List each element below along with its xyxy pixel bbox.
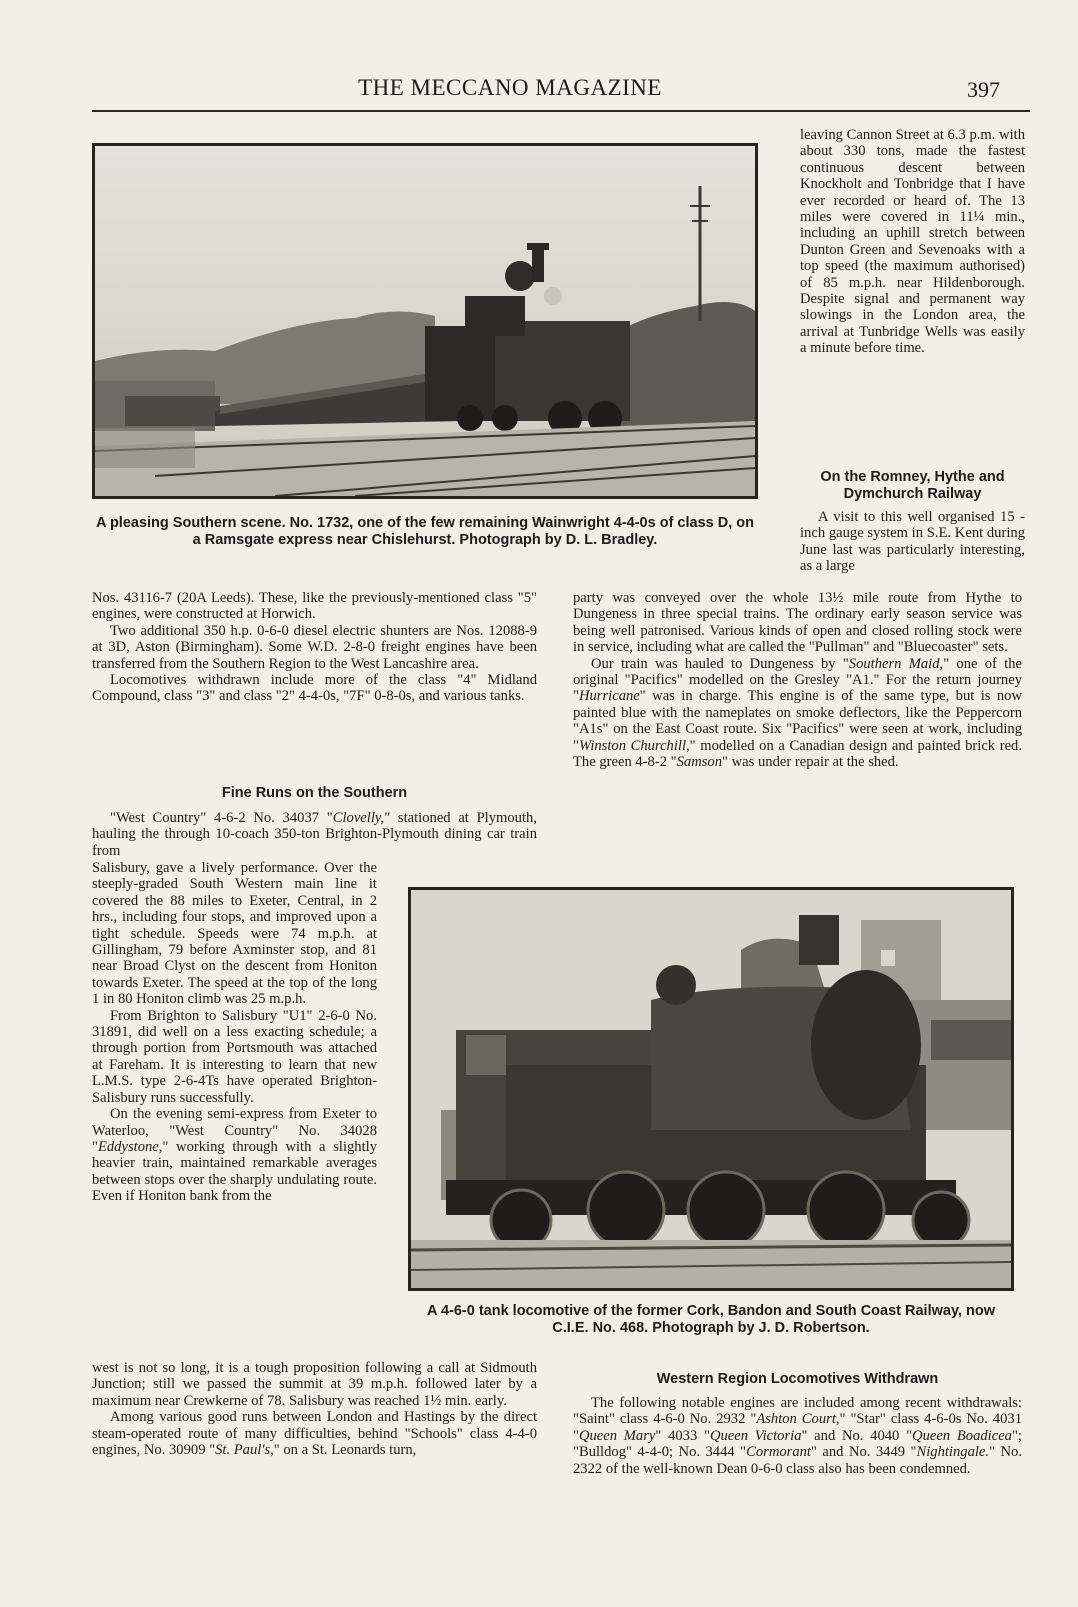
paragraph: The following notable engines are included among recent withdrawals: "Saint" class 4-6-0 No. 2932 "Ashton Court," "Star" class 4-6-0s No. 4031 "Queen Mary" 4033 "Queen Victoria" and No. 4040 "Queen Boadicea"; "Bulldog" 4-4-0; No. 3444 "Cormorant" and No. 3449 "Nightingale." No. 2322 of the well-known Dean 0-6-0 class also has been condemned. (573, 1395, 1023, 1477)
locomotive-photo-illustration (411, 890, 1011, 1288)
paragraph: From Brighton to Salisbury "U1" 2-6-0 No. 31891, did well on a less exacting schedule; a through portion from Portsmouth was attached at Fareham. It is interesting to learn that new L.M.S. type 2-6-4Ts have operated Brighton-Salisbury runs successfully. (92, 1007, 377, 1106)
paragraph: Nos. 43116-7 (20A Leeds). These, like the previously-mentioned class "5" engines, were constructed at Horwich. (92, 590, 537, 623)
page-number: 397 (967, 77, 1000, 102)
article-text-left-top (92, 590, 537, 705)
article-text-western-region (573, 1395, 1022, 1477)
train-photo-illustration (95, 146, 755, 496)
photo-tank-locomotive (408, 887, 1014, 1291)
paragraph: "West Country" 4-6-2 No. 34037 "Clovelly," stationed at Plymouth, hauling the through 10-coach 350-ton Brighton-Plymouth dining car train from (92, 810, 537, 859)
magazine-title: THE MECCANO MAGAZINE (358, 75, 662, 100)
article-text-romney-intro (800, 509, 1025, 575)
article-text-fine-runs-narrow (92, 860, 377, 1205)
paragraph: Among various good runs between London and Hastings by the direct steam-operated route of many difficulties, behind "Schools" class 4-4-0 engines, No. 30909 "St. Paul's," on a St. Leonards turn, (92, 1409, 537, 1459)
header-rule (92, 110, 1030, 112)
heading-romney-hythe-dymchurch: On the Romney, Hythe and Dymchurch Railway (820, 469, 1005, 502)
photo-southern-express (92, 143, 758, 499)
paragraph: A visit to this well organised 15 - inch gauge system in S.E. Kent during June last was particularly interesting, as a large (800, 509, 1025, 575)
article-text-right-top (800, 127, 1025, 357)
paragraph: west is not so long, it is a tough proposition following a call at Sidmouth Junction; still we passed the summit at 39 m.p.h. followed later by a maximum near Crewkerne of 78. Salisbury was reached 1½ min. early. (92, 1360, 537, 1409)
paragraph: Two additional 350 h.p. 0-6-0 diesel electric shunters are Nos. 12088-9 at 3D, Aston (Birmingham). Some W.D. 2-8-0 freight engines have been transferred from the Southern Region to the West Lancashire area. (92, 622, 537, 672)
paragraph: Locomotives withdrawn include more of the class "4" Midland Compound, class "3" and class "2" 4-4-0s, "7F" 0-8-0s, and various tanks. (92, 672, 537, 705)
article-text-fine-runs-intro (92, 810, 537, 859)
paragraph: On the evening semi-express from Exeter to Waterloo, "West Country" No. 34028 "Eddystone," working through with a slightly heavier train, maintained remarkable averages between stops over the sharply undulating route. Even if Honiton bank from the (92, 1106, 377, 1205)
paragraph: Our train was hauled to Dungeness by "Southern Maid," one of the original "Pacifics" modelled on the Gresley "A1." For the return journey "Hurricane" was in charge. This engine is of the same type, but is now painted blue with the nameplates on smoke deflectors, like the Peppercorn "A1s" on the East Coast route. Six "Pacifics" were seen at work, including "Winston Churchill," modelled on a Canadian design and painted brick red. The green 4-8-2 "Samson" was under repair at the shed. (573, 655, 1022, 771)
paragraph: leaving Cannon Street at 6.3 p.m. with about 330 tons, made the fastest continuous descent between Knockholt and Tonbridge that I have ever recorded or heard of. The 13 miles were covered in 11¼ min., including an uphill stretch between Dunton Green and Sevenoaks with a top speed (the maximum authorised) of 85 m.p.h. near Hildenborough. Despite signal and permanent way slowings in the London area, the arrival at Tunbridge Wells was easily a minute before time. (800, 127, 1025, 357)
paragraph: party was conveyed over the whole 13½ mile route from Hythe to Dungeness in three special trains. The ordinary early season service was being well patronised. Various kinds of open and closed rolling stock were in service, including what are called the "Pullman" and "Bluecoaster" sets. (573, 590, 1022, 656)
article-text-left-bottom (92, 1360, 537, 1458)
photo1-caption: A pleasing Southern scene. No. 1732, one of the few remaining Wainwright 4-4-0s of class D, on a Ramsgate express near Chislehurst. Photograph by D. L. Bradley. (95, 515, 754, 548)
paragraph: Salisbury, gave a lively performance. Over the steeply-graded South Western main line it covered the 88 miles to Exeter, Central, in 2 hrs., including four stops, and improved upon a tight schedule. Speeds were 74 m.p.h. at Gillingham, 79 before Axminster stop, and 81 near Broad Clyst on the descent from Honiton towards Exeter. The speed at the top of the long 1 in 80 Honiton climb was 25 m.p.h. (92, 860, 377, 1008)
photo2-caption: A 4-6-0 tank locomotive of the former Cork, Bandon and South Coast Railway, now C.I.E. No. 468. Photograph by J. D. Robertson. (427, 1303, 995, 1336)
article-text-romney (573, 590, 1022, 770)
heading-western-region: Western Region Locomotives Withdrawn (656, 1371, 939, 1387)
heading-fine-runs: Fine Runs on the Southern (221, 785, 408, 801)
